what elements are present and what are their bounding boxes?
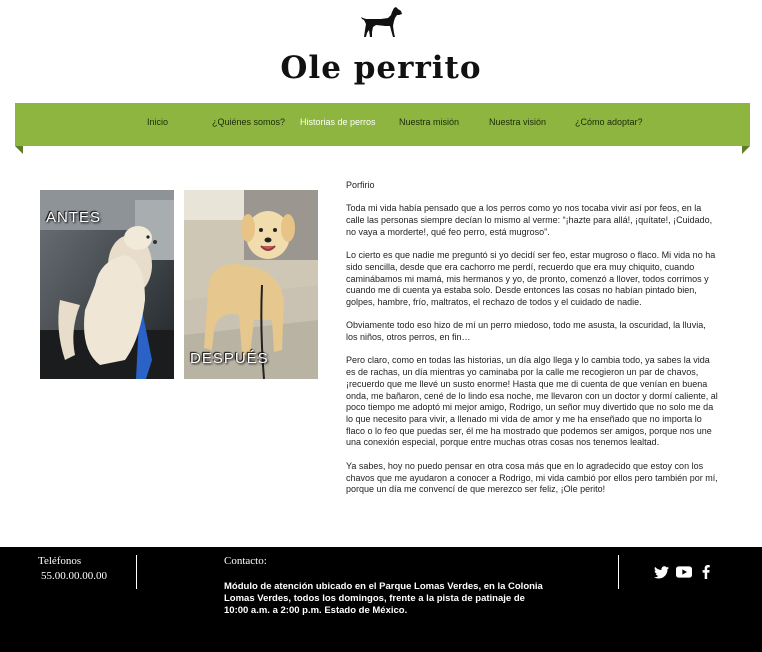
nav-item-inicio[interactable]: Inicio [147, 117, 169, 127]
before-photo [40, 190, 174, 379]
nav-ribbon-fold-right [742, 146, 750, 154]
before-photo-caption: ANTES [46, 209, 102, 226]
story-dog-name: Porfirio [346, 180, 375, 190]
story-paragraph: Lo cierto es que nadie me preguntó si yo decidí ser feo, estar mugroso o flaco. Mi vida no ha sido sencilla, desde que era cachorro me perdí, recuerdo que era muy chiquito, cuando caminábamos mi mamá, mis hermanos y yo, de pronto, comenzó a llover, todos corrimos y cuando me di cuenta ya estaba solo. Desde entonces las cosas no habían pintado bien, golpes, hambre, frío, maltratos, el rechazo de todos y el cuidado de nadie. [346, 250, 716, 307]
youtube-icon[interactable] [676, 563, 692, 581]
nav-item-nuestra-vision[interactable]: Nuestra visión [489, 117, 547, 127]
site-header [0, 0, 762, 100]
nav-ribbon-fold-left [15, 146, 23, 154]
after-photo [184, 190, 318, 379]
phone-number[interactable]: 55.00.00.00.00 [41, 570, 107, 582]
after-photo-caption: DESPUÉS [190, 350, 269, 367]
site-footer [0, 547, 762, 652]
nav-item-nuestra-mision[interactable]: Nuestra misión [399, 117, 460, 127]
dog-silhouette-icon[interactable] [361, 6, 403, 38]
nav-item-quienes-somos[interactable]: ¿Quiénes somos? [212, 117, 286, 127]
contact-address: Módulo de atención ubicado en el Parque Lomas Verdes, en la Colonia Lomas Verdes, todos los domingos, frente a la pista de patinaje de 10:00 a.m. a 2:00 p.m. Estado de México. [224, 581, 543, 616]
facebook-icon[interactable] [702, 563, 710, 581]
contact-heading: Contacto: [224, 555, 267, 567]
footer-divider [136, 555, 137, 589]
nav-item-historias-de-perros[interactable]: Historias de perros [300, 117, 376, 127]
footer-divider [618, 555, 619, 589]
phones-heading: Teléfonos [38, 555, 82, 567]
story-paragraph: Pero claro, como en todas las historias, un día algo llega y lo cambia todo, ya sabes la vida es de rachas, un día mientras yo caminaba por la calle me recogieron un par de chavos, ¡recuerdo que me llevé un susto enorme! Hasta que me di cuenta de que venían en buena onda, me bañaron, cené de lo lindo esa noche, me llevaron con un doctor y dormí caliente, al poco tiempo me adoptó mi mejor amigo, Rodrigo, un señor muy divertido que no solo me da lo que necesito para vivir, a llenado mi vida de amor y me ha enseñado que no importa lo flaco o lo feo que puedas ser, él me ha mostrado que podemos ser amigos, porque nos une una conexión especial, porque entre muchas otras cosas nos tenemos lealtad. [346, 355, 718, 448]
story-article [346, 180, 718, 508]
twitter-icon[interactable] [654, 563, 669, 581]
nav-item-como-adoptar[interactable]: ¿Cómo adoptar? [575, 117, 643, 127]
story-paragraph: Ya sabes, hoy no puedo pensar en otra cosa más que en lo agradecido que estoy con los chavos que me ayudaron a conocer a Rodrigo, mi vida cambió por ellos pero también por mí, porque un día me convencí de que merezco ser feliz, ¡Ole perito! [346, 460, 718, 495]
story-paragraph: Obviamente todo eso hizo de mí un perro miedoso, todo me asusta, la oscuridad, la lluvia, los niños, otros perros, en fin… [346, 320, 706, 343]
site-title[interactable]: Ole perrito [280, 50, 482, 86]
story-paragraph: Toda mi vida había pensado que a los perros como yo nos tocaba vivir así por feos, en la calle las personas siempre decían lo mismo al verme: “¡hazte para allá!, ¡quítate!, ¡Cuidado, no vaya a morderte!, qué feo perro, está mugroso”. [346, 203, 713, 237]
